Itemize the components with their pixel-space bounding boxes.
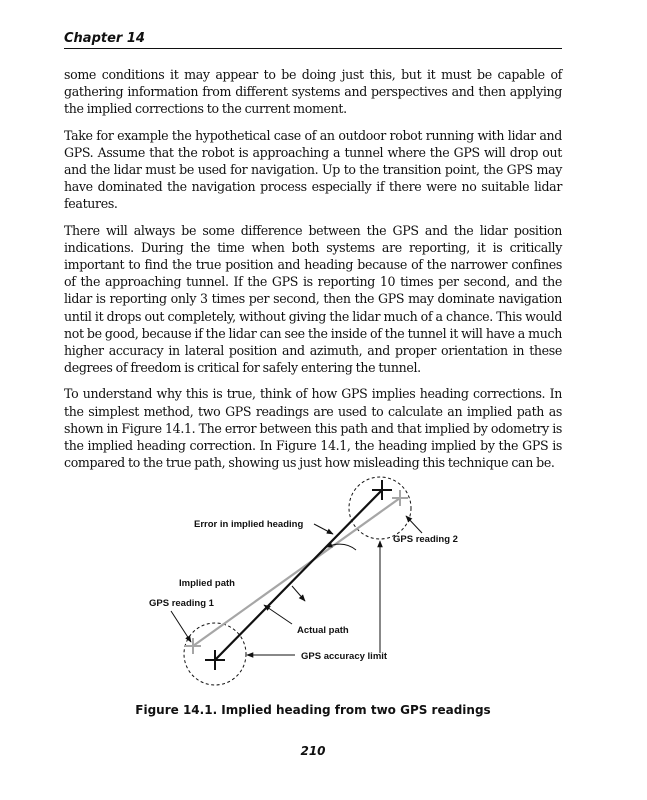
gps-accuracy-circle-2 [349,477,411,539]
gps-reading-2-marker [392,490,408,506]
label-gps-reading-2: GPS reading 2 [393,534,458,545]
paragraph-2: Take for example the hypothetical case of an outdoor robot running with lidar and GPS. Assume that the robot is approaching a tunnel where the GPS will drop out and the lidar must be used for navigation. Up to the transition point, the GPS may have dominated the navigation process especially if there were no suitable lidar features. [64,127,562,212]
gps-reading-1-leader [171,611,191,642]
paragraph-4: To understand why this is true, think of how GPS implies heading corrections. In the simplest method, two GPS readings are used to calculate an implied path as shown in Figure 14.1. The error between this path and that implied by odometry is the implied heading correction. In Figure 14.1, the heading implied by the GPS is compared to the true path, showing us just how misleading this technique can be. [64,386,562,471]
label-actual-path: Actual path [297,625,349,636]
label-implied-path: Implied path [179,578,235,589]
label-gps-reading-1: GPS reading 1 [149,598,214,609]
figure-14-1 [130,478,470,703]
paragraph-1: some conditions it may appear to be doing just this, but it must be capable of gathering information from different systems and perspectives and then applying the implied corrections to the current moment. [64,67,562,117]
label-error-heading: Error in implied heading [194,519,304,530]
label-accuracy-limit: GPS accuracy limit [301,651,388,662]
implied-path-leader [292,586,305,601]
error-heading-leader [314,524,333,534]
gps-reading-2-leader [406,516,422,533]
figure-diagram [130,478,470,703]
running-head: Chapter 14 [64,31,145,46]
figure-caption: Figure 14.1. Implied heading from two GPS readings [135,703,491,717]
body-text [64,66,562,471]
paragraph-3: There will always be some difference between the GPS and the lidar position indications. During the time when both systems are reporting, it is critically important to find the true position and heading because of the narrower confines of the approaching tunnel. If the GPS is reporting 10 times per second, and the lidar is reporting only 3 times per second, then the GPS may dominate navigation until it drops out completely, without giving the lidar much of a chance. This would not be good, because if the lidar can see the inside of the tunnel it will have a much higher accuracy in lateral position and azimuth, and proper orientation in these degrees of freedom is critical for safely entering the tunnel. [64,222,562,376]
page-number: 210 [300,744,326,758]
header-rule [64,48,562,49]
actual-path-leader [264,605,292,624]
